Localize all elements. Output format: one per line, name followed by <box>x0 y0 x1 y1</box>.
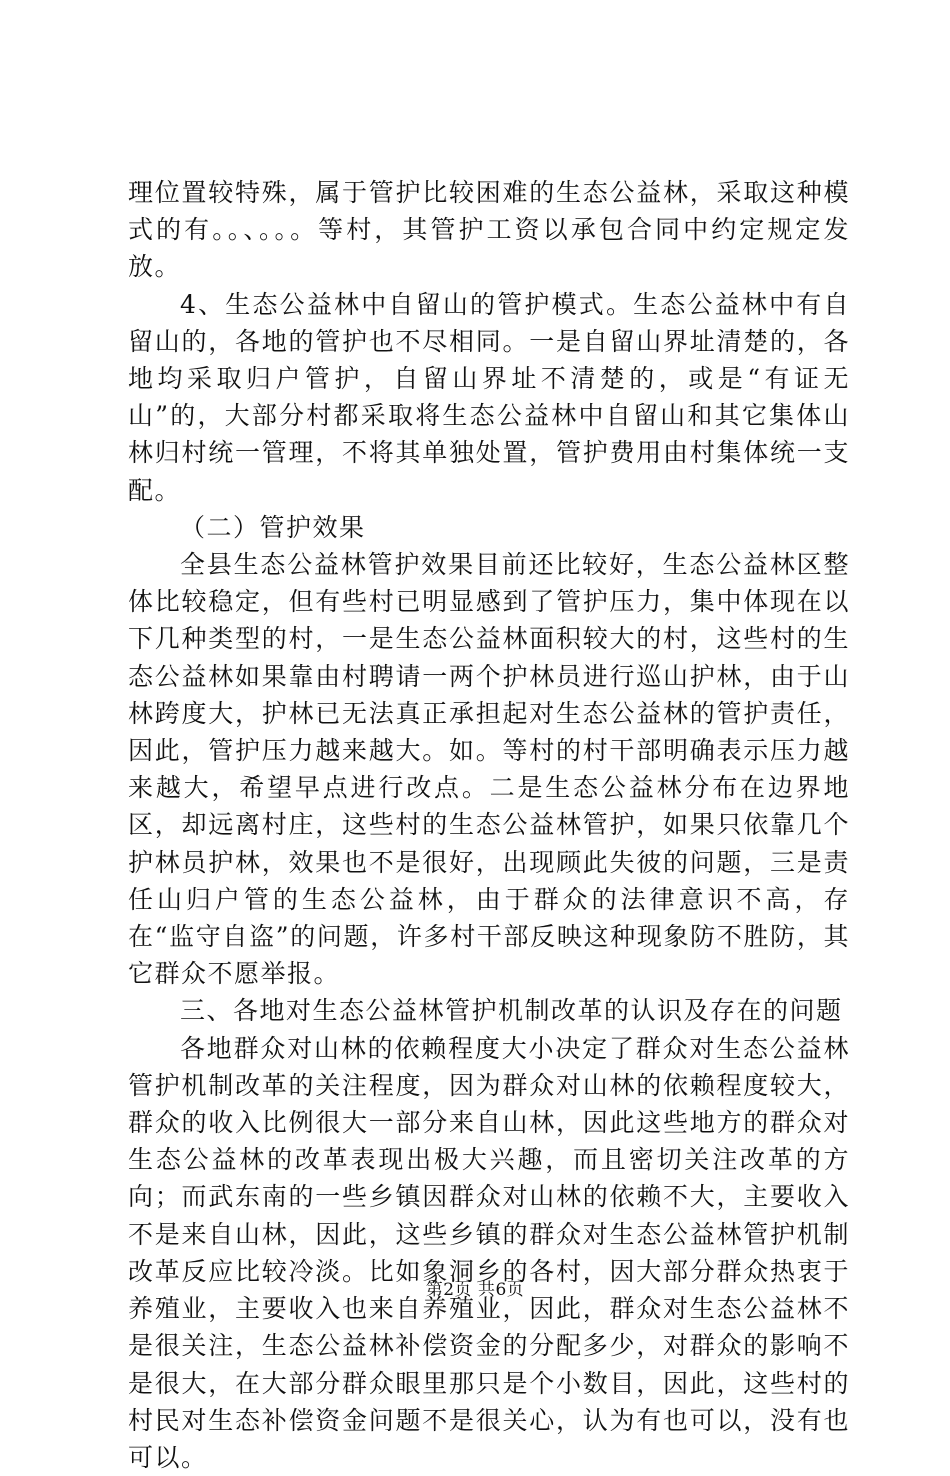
page-number-footer: 第2页 共6页 <box>425 1280 525 1300</box>
section-heading-reform-issues: 三、各地对生态公益林管护机制改革的认识及存在的问题 <box>180 996 843 1026</box>
paragraph-management-effect: 全县生态公益林管护效果目前还比较好，生态公益林区整体比较稳定，但有些村已明显感到了管护压力，集中体现在以下几种类型的村，一是生态公益林面积较大的村，这些村的生态公益林如果靠由村聘请一两个护林员进行巡山护林，由于山林跨度大，护林已无法真正承担起对生态公益林的管护责任，因此，管护压力越来越大。如。等村的村干部明确表示压力越来越大，希望早点进行改点。二是生态公益林分布在边界地区，却远离村庄，这些村的生态公益林管护，如果只依靠几个护林员护林，效果也不是很好，出现顾此失彼的问题，三是责任山归户管的生态公益林，由于群众的法律意识不高，存在“监守自盗”的问题，许多村干部反映这种现象防不胜防，其它群众不愿举报。 <box>128 550 850 989</box>
paragraph-self-retained-mountain-model: 4、生态公益林中自留山的管护模式。生态公益林中有自留山的，各地的管护也不尽相同。一是自留山界址清楚的，各地均采取归户管护，自留山界址不清楚的，或是“有证无山”的，大部分村都采取将生态公益林中自留山和其它集体山林归村统一管理，不将其单独处置，管护费用由村集体统一支配。 <box>128 289 850 505</box>
paragraph-reform-awareness: 各地群众对山林的依赖程度大小决定了群众对生态公益林管护机制改革的关注程度，因为群众对山林的依赖程度较大，群众的收入比例很大一部分来自山林，因此这些地方的群众对生态公益林的改革表现出极大兴趣，而且密切关注改革的方向；而武东南的一些乡镇因群众对山林的依赖不大，主要收入不是来自山林，因此，这些乡镇的群众对生态公益林管护机制改革反应比较冷淡。比如象洞乡的各村，因大部分群众热衷于养殖业，主要收入也来自养殖业，因此，群众对生态公益林不是很关注，生态公益林补偿资金的分配多少，对群众的影响不是很大，在大部分群众眼里那只是个小数目，因此，这些村的村民对生态补偿资金问题不是很关心，认为有也可以，没有也可以。 <box>128 1033 850 1472</box>
paragraph-continuation: 理位置较特殊，属于管护比较困难的生态公益林，采取这种模式的有。。、。。。等村，其管护工资以承包合同中约定规定发放。 <box>128 178 850 282</box>
section-heading-management-effect: （二）管护效果 <box>180 512 366 542</box>
